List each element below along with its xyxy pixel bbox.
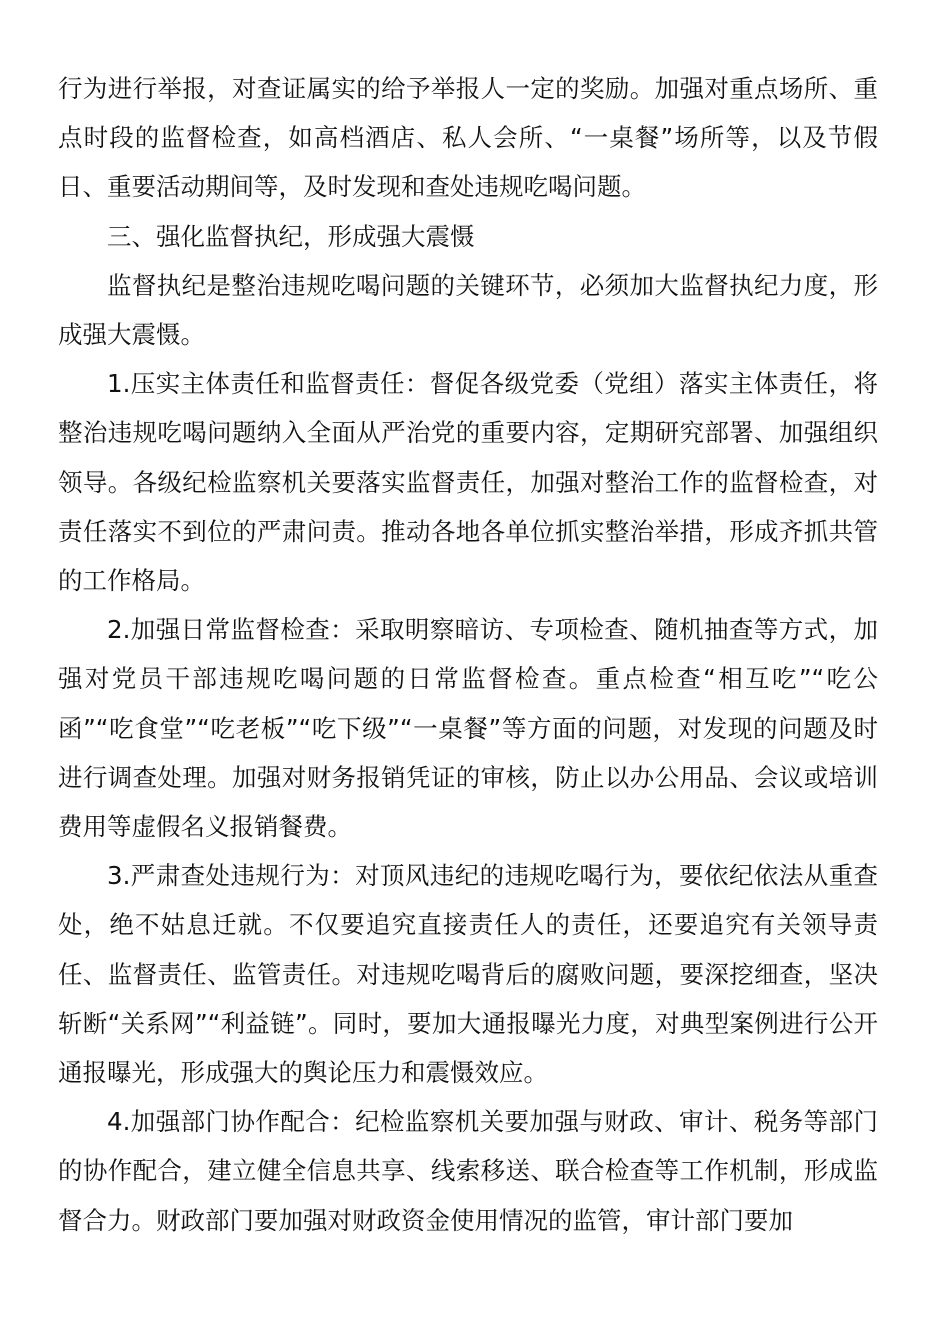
document-page — [58, 64, 878, 1245]
paragraph-continuation: 行为进行举报，对查证属实的给予举报人一定的奖励。加强对重点场所、重点时段的监督检查，如高档酒店、私人会所、“一桌餐”场所等，以及节假日、重要活动期间等，及时发现和查处违规吃喝问题。 — [58, 74, 878, 202]
section-heading: 三、强化监督执纪，形成强大震慑 — [107, 221, 475, 251]
paragraph-item-4: 4.加强部门协作配合：纪检监察机关要加强与财政、审计、税务等部门的协作配合，建立健全信息共享、线索移送、联合检查等工作机制，形成监督合力。财政部门要加强对财政资金使用情况的监管，审计部门要加 — [58, 1107, 878, 1235]
paragraph-item-1: 1.压实主体责任和监督责任：督促各级党委（党组）落实主体责任，将整治违规吃喝问题纳入全面从严治党的重要内容，定期研究部署、加强组织领导。各级纪检监察机关要落实监督责任，加强对整治工作的监督检查，对责任落实不到位的严肃问责。推动各地各单位抓实整治举措，形成齐抓共管的工作格局。 — [58, 369, 878, 596]
paragraph-item-3: 3.严肃查处违规行为：对顶风违纪的违规吃喝行为，要依纪依法从重查处，绝不姑息迁就。不仅要追究直接责任人的责任，还要追究有关领导责任、监督责任、监管责任。对违规吃喝背后的腐败问题，要深挖细查，坚决斩断“关系网”“利益链”。同时，要加大通报曝光力度，对典型案例进行公开通报曝光，形成强大的舆论压力和震慑效应。 — [58, 861, 878, 1088]
paragraph-item-2: 2.加强日常监督检查：采取明察暗访、专项检查、随机抽查等方式，加强对党员干部违规吃喝问题的日常监督检查。重点检查“相互吃”“吃公函”“吃食堂”“吃老板”“吃下级”“一桌餐”等方面的问题，对发现的问题及时进行调查处理。加强对财务报销凭证的审核，防止以办公用品、会议或培训费用等虚假名义报销餐费。 — [58, 615, 878, 842]
paragraph-intro: 监督执纪是整治违规吃喝问题的关键环节，必须加大监督执纪力度，形成强大震慑。 — [58, 270, 878, 350]
